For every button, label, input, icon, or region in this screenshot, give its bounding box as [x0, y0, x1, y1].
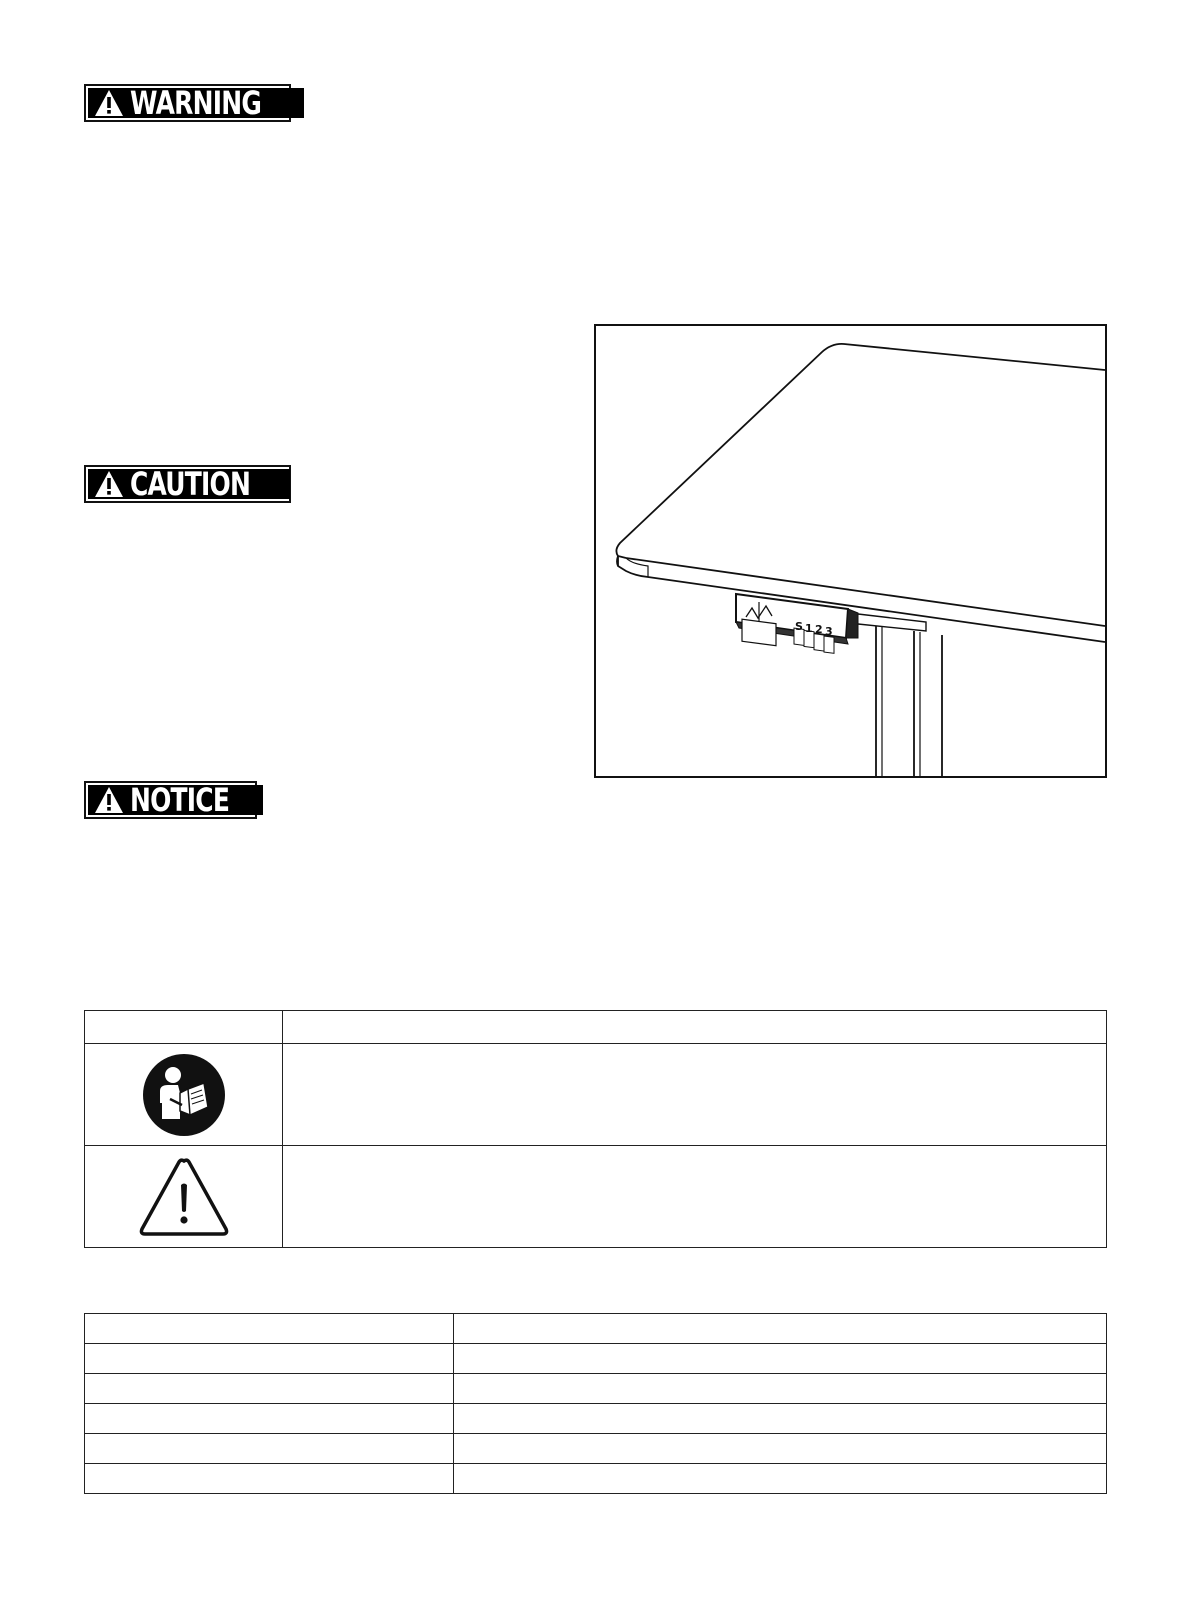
spec-value-cell [454, 1434, 1107, 1464]
spec-label-cell [85, 1374, 454, 1404]
spec-label-cell [85, 1464, 454, 1494]
table-row [85, 1044, 1107, 1146]
spec-value-cell [454, 1314, 1107, 1344]
spec-value-cell [454, 1404, 1107, 1434]
keypad-controller [736, 594, 858, 653]
desk-drawing [596, 326, 1105, 776]
read-manual-icon [142, 1053, 226, 1137]
caution-label [84, 465, 291, 503]
symbol-cell [85, 1044, 283, 1146]
symbol-text-cell [283, 1044, 1107, 1146]
table-row [85, 1374, 1107, 1404]
spec-label-cell [85, 1314, 454, 1344]
spec-label-cell [85, 1434, 454, 1464]
table-row [85, 1464, 1107, 1494]
notice-word: NOTICE [130, 781, 230, 819]
table-row [85, 1344, 1107, 1374]
symbol-cell [85, 1146, 283, 1248]
safety-alert-icon [137, 1155, 231, 1239]
desk-legs [876, 626, 942, 776]
spec-value-cell [454, 1374, 1107, 1404]
keypad-button-2: 2 [815, 623, 823, 636]
keypad-button-3: 3 [825, 625, 833, 638]
table-row [85, 1434, 1107, 1464]
desk-illustration [594, 324, 1107, 778]
caution-word: CAUTION [130, 465, 251, 503]
symbol-header-cell [85, 1011, 283, 1044]
table-row [85, 1404, 1107, 1434]
table-row [85, 1314, 1107, 1344]
keypad-button-s: S [795, 620, 803, 633]
spec-label-cell [85, 1404, 454, 1434]
keypad-button-1: 1 [805, 622, 813, 635]
symbol-text-cell [283, 1146, 1107, 1248]
warning-triangle-icon [94, 470, 124, 498]
spec-value-cell [454, 1464, 1107, 1494]
meaning-header-cell [283, 1011, 1107, 1044]
specs-table [84, 1313, 1107, 1494]
notice-label [84, 781, 257, 819]
warning-triangle-icon [94, 786, 124, 814]
warning-label [84, 84, 291, 122]
warning-word: WARNING [130, 84, 262, 122]
symbols-table [84, 1010, 1107, 1248]
spec-label-cell [85, 1344, 454, 1374]
warning-triangle-icon [94, 89, 124, 117]
table-row [85, 1146, 1107, 1248]
spec-value-cell [454, 1344, 1107, 1374]
table-header-row [85, 1011, 1107, 1044]
